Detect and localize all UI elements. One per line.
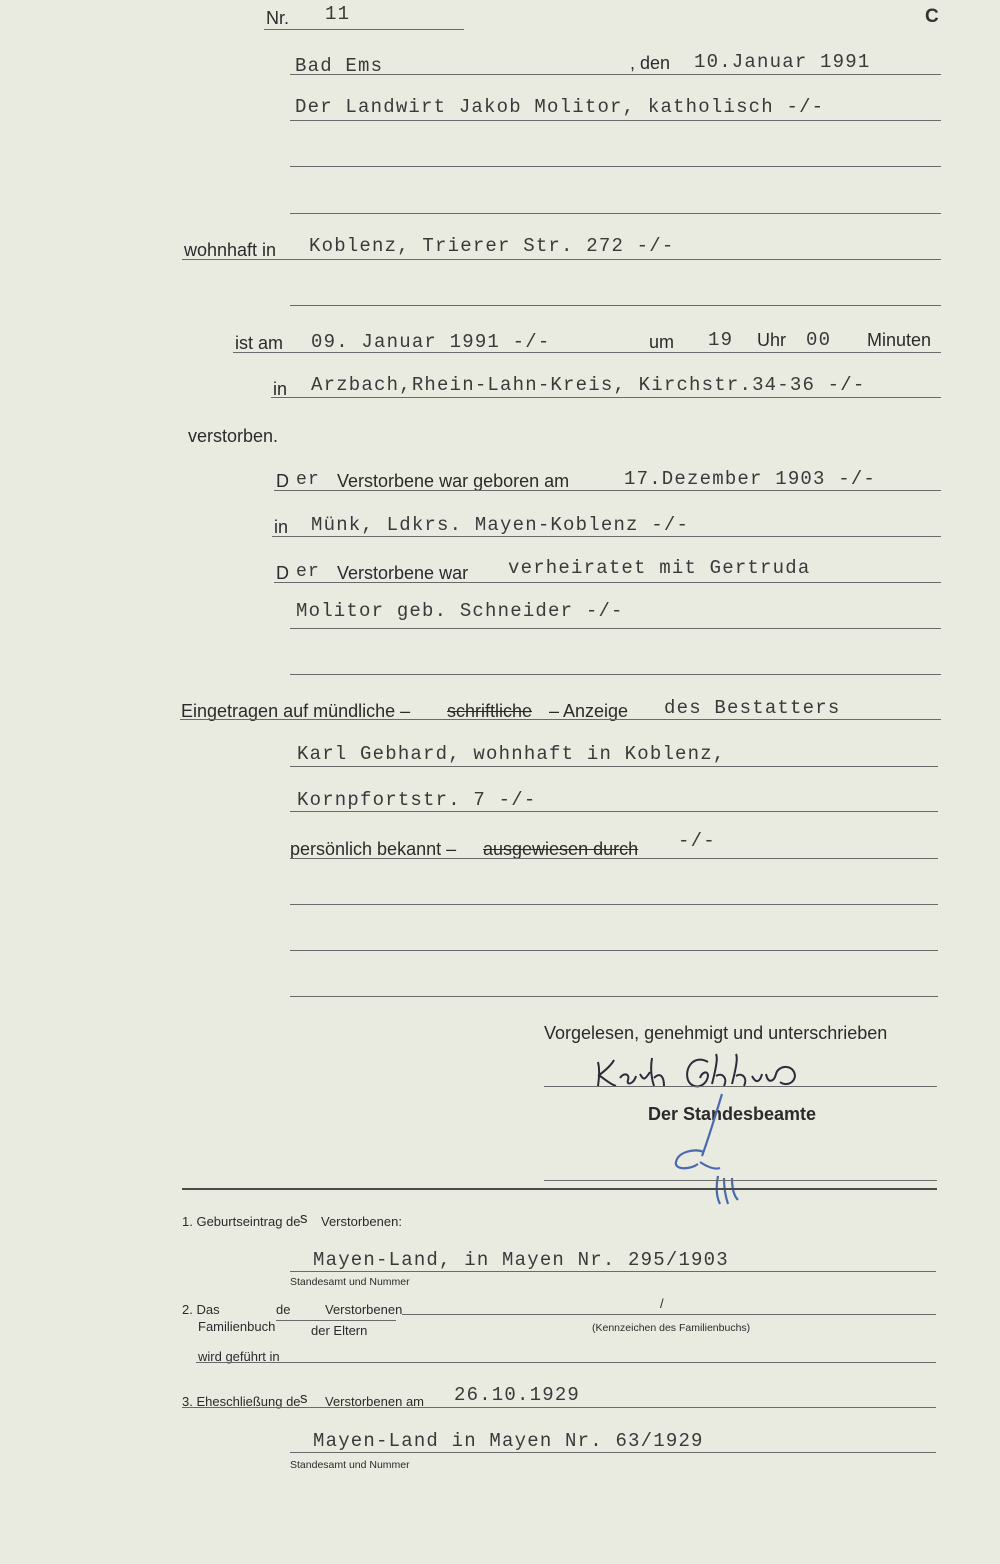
person-line-c	[290, 213, 941, 214]
note2-line	[402, 1314, 936, 1315]
note1-value: Mayen-Land, in Mayen Nr. 295/1903	[313, 1249, 729, 1271]
marriage-line-2	[290, 628, 941, 629]
birth-date: 17.Dezember 1903 -/-	[624, 468, 877, 490]
den-label: , den	[630, 53, 671, 73]
birth-label-d: D	[276, 471, 289, 491]
death-in-label: in	[273, 379, 288, 399]
birth-label-rest: Verstorbene war geboren am	[337, 471, 570, 491]
note2-de: de	[276, 1302, 291, 1317]
registrar-signature-line	[544, 1180, 937, 1181]
corner-letter: C	[925, 6, 939, 27]
ist-am-label: ist am	[235, 333, 284, 353]
residence-label: wohnhaft in	[184, 240, 277, 260]
note1-label-s: s	[300, 1210, 308, 1227]
entry-line-3	[290, 811, 938, 812]
residence-line-2	[290, 305, 941, 306]
marriage-value-1: verheiratet mit Gertruda	[508, 557, 811, 579]
place-line	[290, 74, 941, 75]
marriage-label-rest: Verstorbene war	[337, 563, 469, 583]
note3-sub: Standesamt und Nummer	[290, 1459, 410, 1471]
nr-value: 11	[325, 3, 351, 25]
entry-line-2	[290, 766, 938, 767]
residence-line	[182, 259, 941, 260]
um-label: um	[649, 332, 675, 352]
registrar-label: Der Standesbeamte	[648, 1104, 817, 1124]
note2-de-line	[276, 1320, 396, 1321]
note2-gefuehrt-line	[196, 1362, 936, 1363]
uhr-label: Uhr	[757, 330, 787, 350]
death-place: Arzbach,Rhein-Lahn-Kreis, Kirchstr.34-36 -/-	[311, 374, 866, 396]
registrar-signature	[670, 1090, 750, 1210]
birth-in-label: in	[274, 517, 289, 537]
death-minutes: 00	[806, 329, 832, 351]
marriage-label-er: er	[296, 562, 321, 582]
entry-label-start: Eingetragen auf mündliche –	[181, 701, 411, 721]
note3-label-a: 3. Eheschließung de	[182, 1394, 301, 1409]
death-date: 09. Januar 1991 -/-	[311, 331, 551, 353]
note1-line	[290, 1271, 936, 1272]
known-value: -/-	[678, 830, 716, 852]
nr-line	[264, 29, 464, 30]
known-label: persönlich bekannt –	[290, 839, 457, 859]
blank-line-1	[290, 904, 938, 905]
residence-value: Koblenz, Trierer Str. 272 -/-	[309, 235, 675, 257]
note2-familienbuch: Familienbuch	[198, 1319, 276, 1334]
minuten-label: Minuten	[867, 330, 932, 350]
marriage-label-d: D	[276, 563, 289, 583]
note3-line-2	[290, 1452, 936, 1453]
person-line-a	[290, 120, 941, 121]
birth-place: Münk, Ldkrs. Mayen-Koblenz -/-	[311, 514, 690, 536]
note2-verstorbenen: Verstorbenen	[325, 1302, 403, 1317]
note1-label-a: 1. Geburtseintrag de	[182, 1214, 301, 1229]
death-hour: 19	[708, 329, 734, 351]
person-line-b	[290, 166, 941, 167]
known-struck: ausgewiesen durch	[483, 839, 639, 859]
entry-line-1	[180, 719, 941, 720]
place-value: Bad Ems	[295, 55, 384, 77]
blank-line-3	[290, 996, 938, 997]
note2-gefuehrt: wird geführt in	[198, 1349, 280, 1364]
death-date-line	[233, 352, 941, 353]
note3-value: Mayen-Land in Mayen Nr. 63/1929	[313, 1430, 704, 1452]
death-place-line	[271, 397, 941, 398]
section-divider	[182, 1188, 937, 1190]
note2-das: 2. Das	[182, 1302, 220, 1317]
marriage-value-2: Molitor geb. Schneider -/-	[296, 600, 624, 622]
blank-line-2	[290, 950, 938, 951]
read-approved-label: Vorgelesen, genehmigt und unterschrieben	[544, 1023, 888, 1043]
nr-label: Nr.	[266, 8, 290, 28]
date-value: 10.Januar 1991	[694, 51, 871, 73]
entry-value-2: Karl Gebhard, wohnhaft in Koblenz,	[297, 743, 726, 765]
note2-eltern: der Eltern	[311, 1323, 368, 1338]
birth-place-line	[272, 536, 941, 537]
birth-date-line	[274, 490, 941, 491]
verstorben-label: verstorben.	[188, 426, 279, 446]
known-line	[290, 858, 938, 859]
birth-label-er: er	[296, 470, 321, 490]
informant-signature-line	[544, 1086, 937, 1087]
note3-label-b: Verstorbenen am	[325, 1394, 425, 1409]
note1-label-b: Verstorbenen:	[321, 1214, 402, 1229]
person-line-1: Der Landwirt Jakob Molitor, katholisch -/-	[295, 96, 825, 118]
note2-kennzeichen: (Kennzeichen des Familienbuchs)	[592, 1322, 751, 1334]
note3-label-s: s	[300, 1390, 308, 1407]
note1-sub: Standesamt und Nummer	[290, 1276, 410, 1288]
note3-line-1	[182, 1407, 936, 1408]
entry-label-end: – Anzeige	[549, 701, 629, 721]
marriage-line-3	[290, 674, 941, 675]
entry-label-struck: schriftliche	[447, 701, 533, 721]
marriage-line-1	[274, 582, 941, 583]
note2-slash: /	[660, 1296, 664, 1311]
note3-date: 26.10.1929	[454, 1384, 581, 1406]
entry-value-3: Kornpfortstr. 7 -/-	[297, 789, 537, 811]
entry-value-1: des Bestatters	[664, 697, 841, 719]
